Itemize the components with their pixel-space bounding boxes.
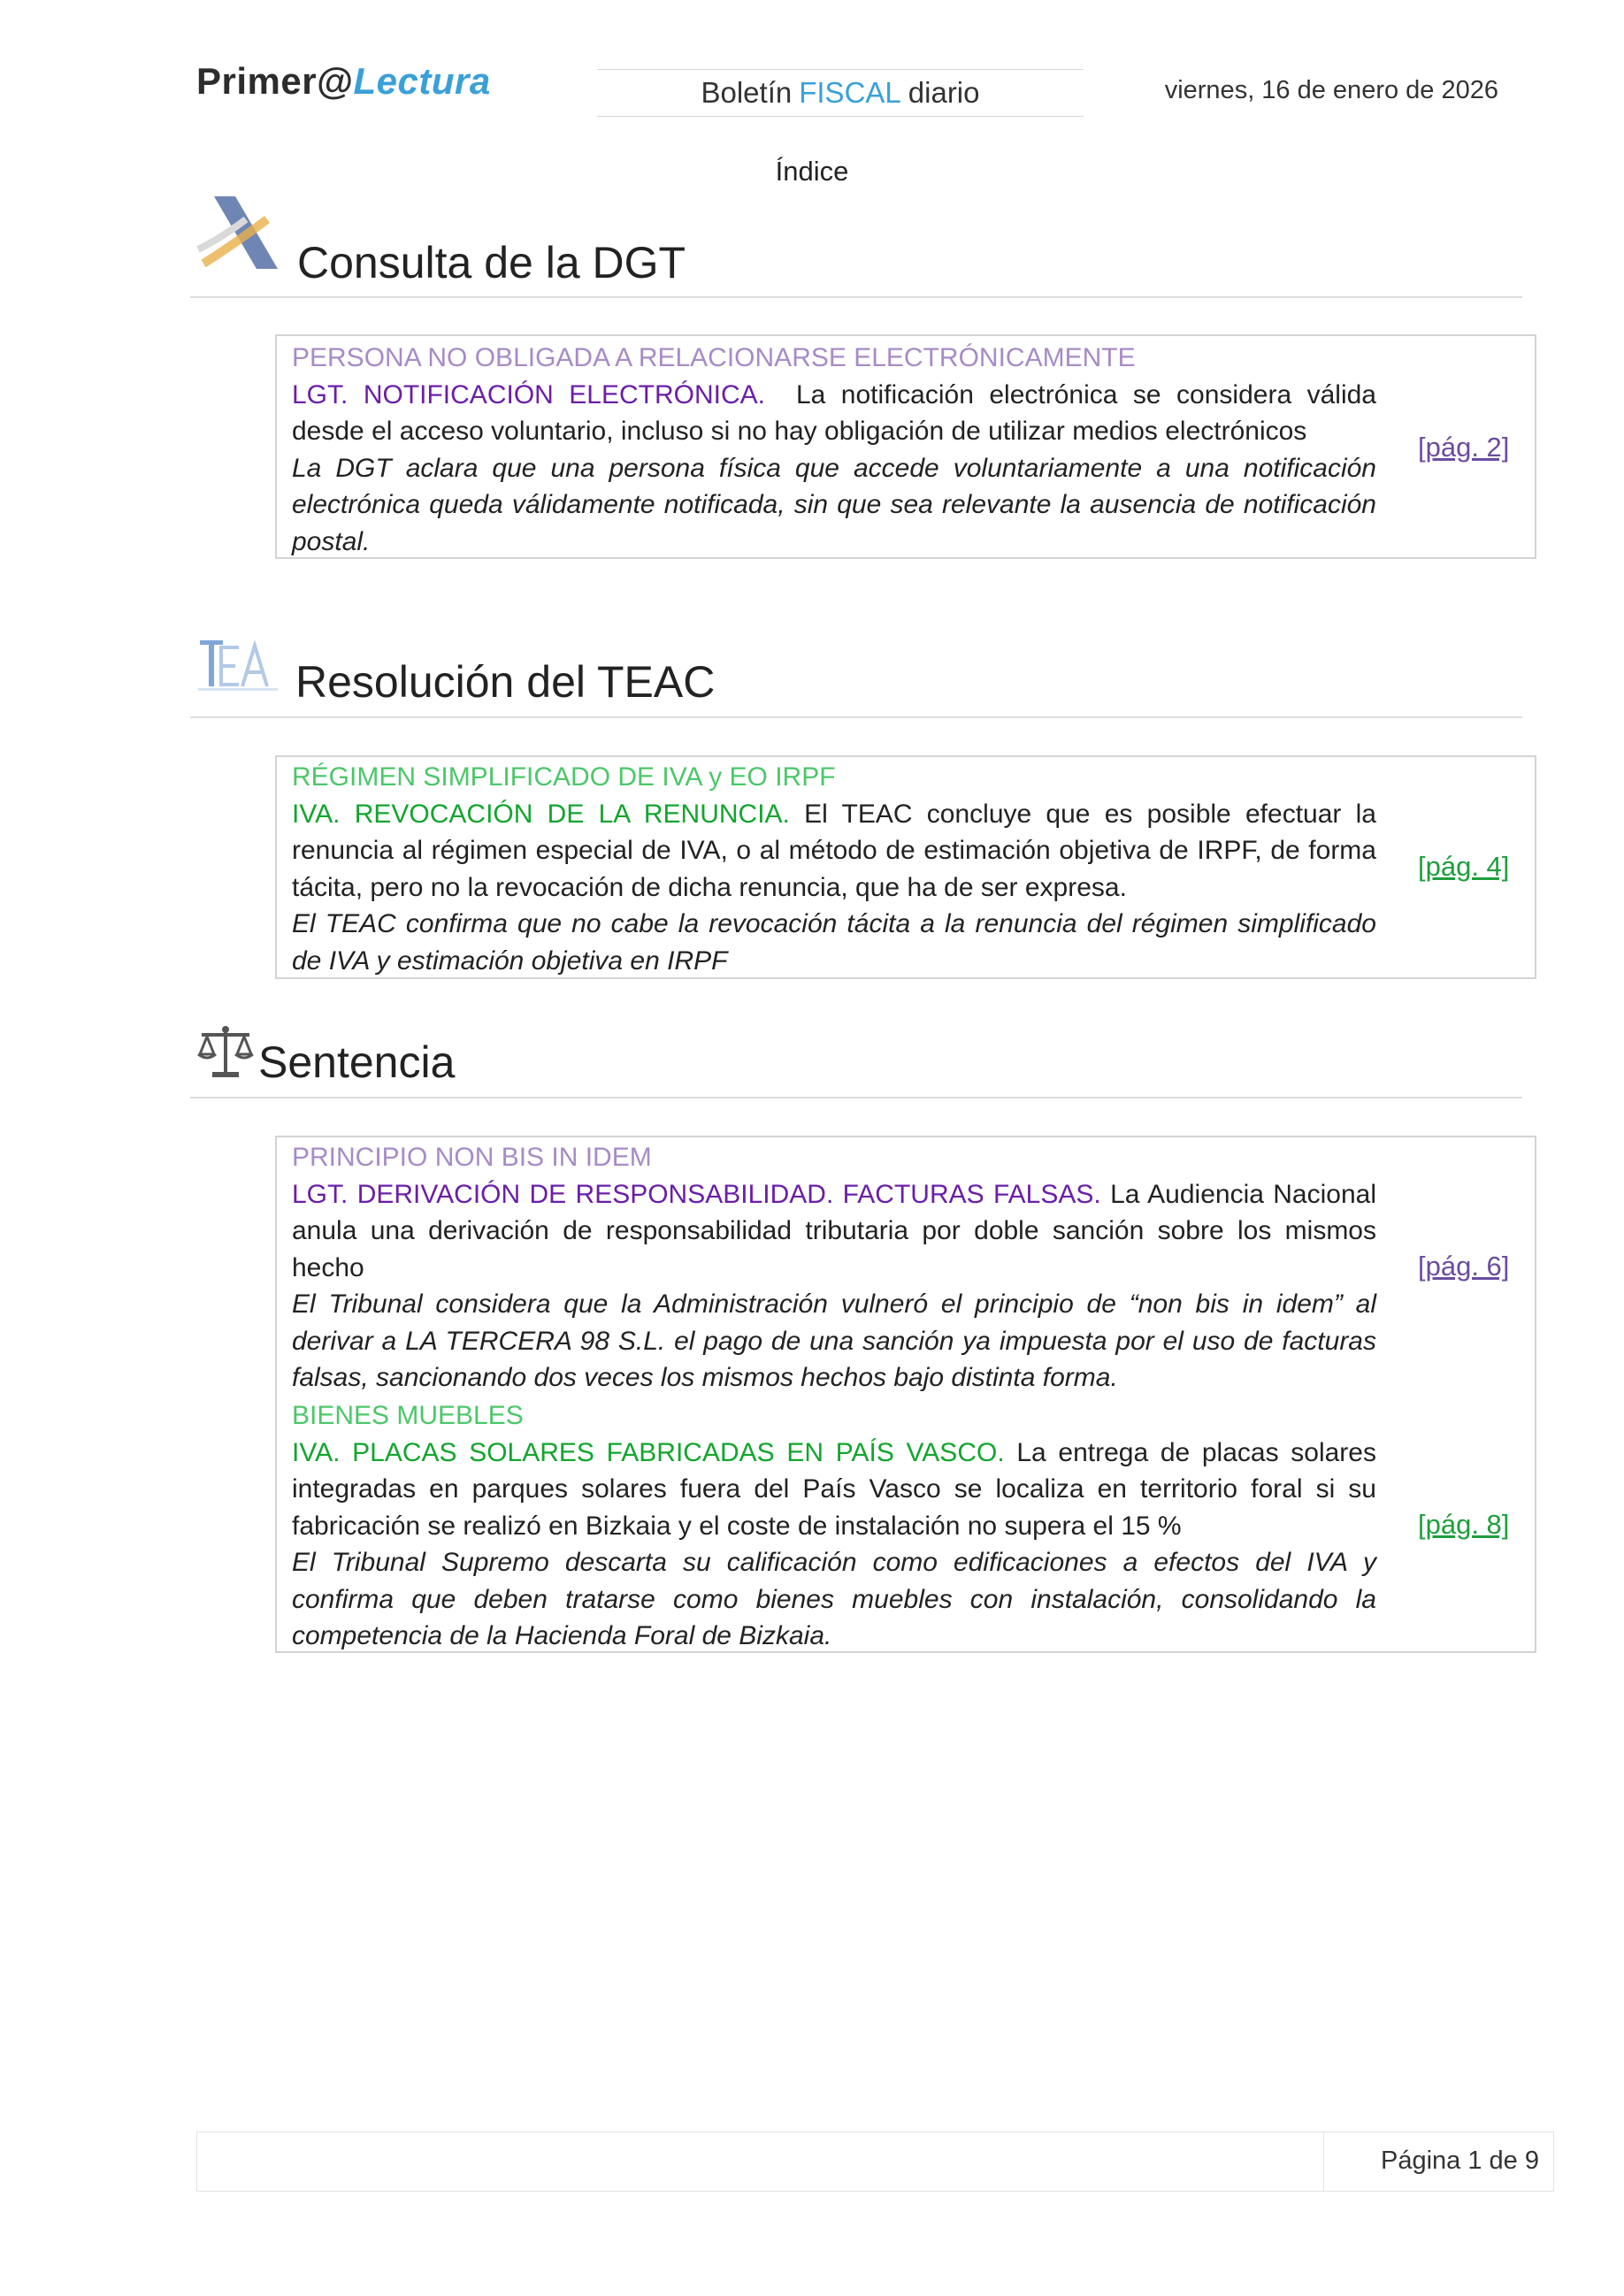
entry-sentencia-1 [292,1139,1376,1397]
entry-lead: IVA. PLACAS SOLARES FABRICADAS EN PAÍS VASCO. [292,1437,1005,1467]
entry-commentary: El Tribunal considera que la Administración vulneró el principio de “non bis in idem” al derivar a LA TERCERA 98 S.L. el pago de una sanción ya impuesta por el uso de facturas falsas, sancionando dos veces los mismos hechos bajo distinta forma. [292,1290,1376,1392]
bulletin-title-post: diario [908,76,980,109]
entry-lead: LGT. NOTIFICACIÓN ELECTRÓNICA. [292,379,765,409]
entry-box-dgt [275,334,1536,559]
page-link-6[interactable]: [pág. 6] [1418,1251,1510,1282]
entry-summary: La entrega de placas solares integradas en parques solares fuera del País Vasco se localiza en territorio foral si su fabricación se realizó en Bizkaia y el coste de instalación no supera el 15 % [292,1437,1376,1541]
entry-box-sentencia [275,1136,1536,1653]
entry-sentencia-2 [292,1397,1376,1655]
entry-box-teac [275,755,1536,979]
brand-part1: Primer@ [196,60,354,102]
entry-lead: LGT. DERIVACIÓN DE RESPONSABILIDAD. FACTURAS FALSAS. [292,1179,1101,1209]
entry-summary: La notificación electrónica se considera válida desde el acceso voluntario, incluso si no hay obligación de utilizar medios electrónicos [292,379,1376,446]
section-divider [190,716,1522,718]
entry-dgt-1 [292,340,1376,560]
entry-lead: IVA. REVOCACIÓN DE LA RENUNCIA. [292,799,790,829]
section-title-sentencia: Sentencia [258,1037,456,1087]
bulletin-title-pre: Boletín [701,76,793,109]
entry-commentary: El Tribunal Supremo descarta su calificación como edificaciones a efectos del IVA y confirma que deben tratarse como bienes muebles con instalación, consolidando la competencia de la Hacienda Foral de Bizkaia. [292,1548,1376,1650]
entry-kicker: RÉGIMEN SIMPLIFICADO DE IVA y EO IRPF [292,762,836,792]
index-title: Índice [775,156,849,187]
page-footer [196,2131,1554,2192]
section-divider [190,296,1522,298]
entry-kicker: BIENES MUEBLES [292,1401,524,1430]
bulletin-title-fiscal: FISCAL [799,76,901,109]
entry-teac-1 [292,759,1376,979]
bulletin-title [597,69,1084,117]
scales-icon [196,1024,255,1079]
entry-summary: El TEAC concluye que es posible efectuar la renuncia al régimen especial de IVA, o al método de estimación objetiva de IRPF, de forma tácita, pero no la revocación de dicha renuncia, que ha de ser expresa. [292,799,1376,902]
aeat-logo-icon [196,193,285,274]
page-link-8[interactable]: [pág. 8] [1418,1509,1510,1540]
section-divider [190,1097,1522,1098]
entry-commentary: La DGT aclara que una persona física que accede voluntariamente a una notificación electrónica queda válidamente notificada, sin que sea relevante la ausencia de notificación postal. [292,453,1376,556]
entry-commentary: El TEAC confirma que no cabe la revocación tácita a la renuncia del régimen simplificado de IVA y estimación objetiva en IRPF [292,909,1376,976]
page-link-4[interactable]: [pág. 4] [1418,851,1510,882]
brand-part2: Lectura [353,60,491,102]
bulletin-date: viernes, 16 de enero de 2026 [1164,76,1498,104]
entry-summary: La Audiencia Nacional anula una derivación de responsabilidad tributaria por doble sanción sobre los mismos hecho [292,1179,1376,1282]
entry-kicker: PRINCIPIO NON BIS IN IDEM [292,1143,652,1172]
footer-divider [1323,2132,1324,2191]
section-title-teac: Resolución del TEAC [295,657,716,707]
page-link-2[interactable]: [pág. 2] [1418,432,1510,463]
page-number: Página 1 de 9 [1381,2147,1539,2175]
tea-logo-icon [196,639,281,692]
brand-logo [196,60,491,103]
entry-kicker: PERSONA NO OBLIGADA A RELACIONARSE ELECTRÓNICAMENTE [292,343,1136,372]
section-title-dgt: Consulta de la DGT [297,238,686,287]
